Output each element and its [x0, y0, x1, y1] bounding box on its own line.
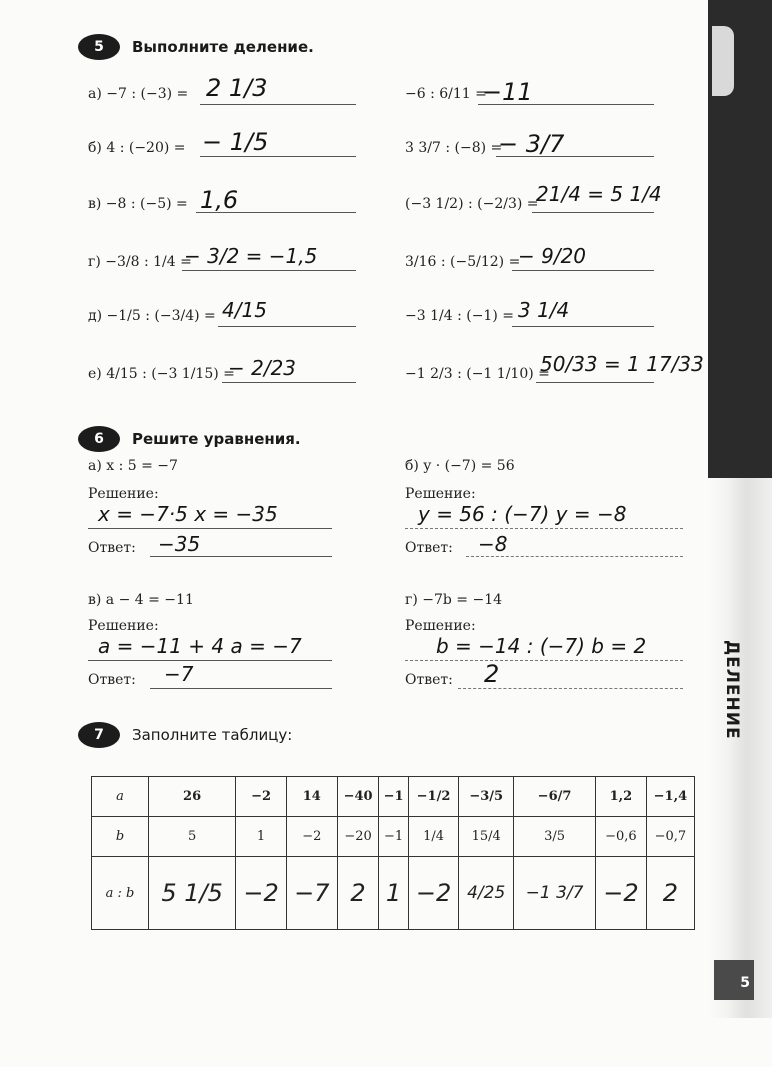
table-cell: −40 [337, 777, 379, 817]
ex5-item-e2: −3 1/4 : (−1) = [405, 308, 514, 324]
answer-line [496, 156, 654, 157]
table-cell: −2 [596, 857, 647, 930]
table-cell: 1 [379, 857, 408, 930]
answer-line [512, 270, 654, 271]
table-cell: −2 [236, 777, 287, 817]
exercise-5-badge: 5 [78, 34, 120, 60]
exercise-6-heading: Решите уравнения. [132, 430, 301, 448]
table-cell: 5 [149, 817, 236, 857]
ex5-answer-f: − 2/23 [228, 356, 297, 380]
table-cell: −7 [286, 857, 337, 930]
ex5-item-b2: 3 3/7 : (−8) = [405, 140, 503, 156]
ex5-answer-f2: 50/33 = 1 17/33 [540, 352, 704, 376]
answer-line [532, 212, 654, 213]
ex6-solution-d: b = −14 : (−7) b = 2 [436, 634, 647, 658]
table-cell: −0,6 [596, 817, 647, 857]
ex5-answer-c: 1,6 [200, 186, 239, 214]
table-cell: −2 [236, 857, 287, 930]
ex5-item-d: г) −3/8 : 1/4 = [88, 254, 192, 270]
page-number: 5 [714, 960, 754, 1000]
table-row-a [92, 777, 695, 817]
ex6-solution-b: y = 56 : (−7) y = −8 [418, 502, 627, 526]
table-cell: −1/2 [408, 777, 459, 817]
table-cell: −2 [408, 857, 459, 930]
ex5-answer-b: − 1/5 [202, 128, 269, 156]
table-cell: −1 [379, 777, 408, 817]
table-cell: −3/5 [459, 777, 514, 817]
table-cell: −2 [286, 817, 337, 857]
answer-line [478, 104, 654, 105]
table-cell: 26 [149, 777, 236, 817]
table-cell: −0,7 [646, 817, 694, 857]
answer-line [150, 556, 332, 557]
ex5-answer-a2: −11 [482, 78, 533, 106]
table-cell: 1 [236, 817, 287, 857]
solution-line [405, 660, 683, 661]
answer-line [512, 326, 654, 327]
ex6-answer-c: −7 [164, 662, 194, 686]
row-a-label: a [92, 777, 149, 817]
answer-line [466, 556, 683, 557]
ex6-eq-a: а) x : 5 = −7 [88, 458, 178, 474]
table-cell: −1 3/7 [514, 857, 596, 930]
table-cell: 14 [286, 777, 337, 817]
ex5-answer-e2: 3 1/4 [518, 298, 570, 322]
answer-line [200, 156, 356, 157]
answer-label: Ответ: [405, 540, 453, 556]
ex6-eq-b: б) y · (−7) = 56 [405, 458, 515, 474]
table-row-b [92, 817, 695, 857]
answer-line [182, 270, 356, 271]
ex5-item-c2: (−3 1/2) : (−2/3) = [405, 196, 539, 212]
table-cell: −6/7 [514, 777, 596, 817]
fill-table [91, 776, 695, 930]
answer-line [218, 326, 356, 327]
table-cell: 3/5 [514, 817, 596, 857]
table-cell: −1 [379, 817, 408, 857]
ex5-item-d2: 3/16 : (−5/12) = [405, 254, 521, 270]
ex5-item-a2: −6 : 6/11 = [405, 86, 487, 102]
solution-line [88, 660, 332, 661]
solution-label: Решение: [88, 618, 159, 634]
table-cell: 5 1/5 [149, 857, 236, 930]
ex5-answer-d: − 3/2 = −1,5 [184, 244, 318, 268]
answer-line [200, 104, 356, 105]
ex5-item-e: д) −1/5 : (−3/4) = [88, 308, 216, 324]
answer-label: Ответ: [88, 540, 136, 556]
solution-line [405, 528, 683, 529]
table-cell: −20 [337, 817, 379, 857]
section-word: ДЕЛЕНИЕ [722, 640, 742, 740]
ex5-answer-e: 4/15 [222, 298, 267, 322]
answer-line [458, 688, 683, 689]
ex5-answer-c2: 21/4 = 5 1/4 [536, 182, 662, 206]
answer-line [150, 688, 332, 689]
ex5-item-a: а) −7 : (−3) = [88, 86, 189, 102]
table-cell: 2 [337, 857, 379, 930]
exercise-5-heading: Выполните деление. [132, 38, 314, 56]
side-tab [712, 26, 734, 96]
ex5-item-f2: −1 2/3 : (−1 1/10) = [405, 366, 550, 382]
row-quotient-label: a : b [92, 857, 149, 930]
ex5-answer-d2: − 9/20 [518, 244, 587, 268]
ex5-item-b: б) 4 : (−20) = [88, 140, 186, 156]
ex6-answer-a: −35 [158, 532, 201, 556]
answer-line [536, 382, 654, 383]
ex5-item-f: е) 4/15 : (−3 1/15) = [88, 366, 235, 382]
exercise-7-badge: 7 [78, 722, 120, 748]
ex6-solution-c: a = −11 + 4 a = −7 [98, 634, 302, 658]
solution-label: Решение: [88, 486, 159, 502]
ex6-answer-b: −8 [478, 532, 508, 556]
table-cell: −1,4 [646, 777, 694, 817]
ex6-answer-d: 2 [484, 660, 500, 688]
answer-label: Ответ: [88, 672, 136, 688]
answer-line [222, 382, 356, 383]
exercise-7-heading: Заполните таблицу: [132, 726, 293, 744]
ex6-eq-c: в) a − 4 = −11 [88, 592, 194, 608]
answer-line [196, 212, 356, 213]
answer-label: Ответ: [405, 672, 453, 688]
ex5-answer-b2: − 3/7 [498, 130, 565, 158]
exercise-6-badge: 6 [78, 426, 120, 452]
table-cell: 1,2 [596, 777, 647, 817]
ex6-eq-d: г) −7b = −14 [405, 592, 503, 608]
ex5-answer-a: 2 1/3 [206, 74, 268, 102]
ex5-item-c: в) −8 : (−5) = [88, 196, 188, 212]
row-b-label: b [92, 817, 149, 857]
ex6-solution-a: x = −7·5 x = −35 [98, 502, 278, 526]
table-row-quotient [92, 857, 695, 930]
solution-label: Решение: [405, 618, 476, 634]
table-cell: 2 [646, 857, 694, 930]
table-cell: 1/4 [408, 817, 459, 857]
solution-label: Решение: [405, 486, 476, 502]
solution-line [88, 528, 332, 529]
table-cell: 4/25 [459, 857, 514, 930]
table-cell: 15/4 [459, 817, 514, 857]
